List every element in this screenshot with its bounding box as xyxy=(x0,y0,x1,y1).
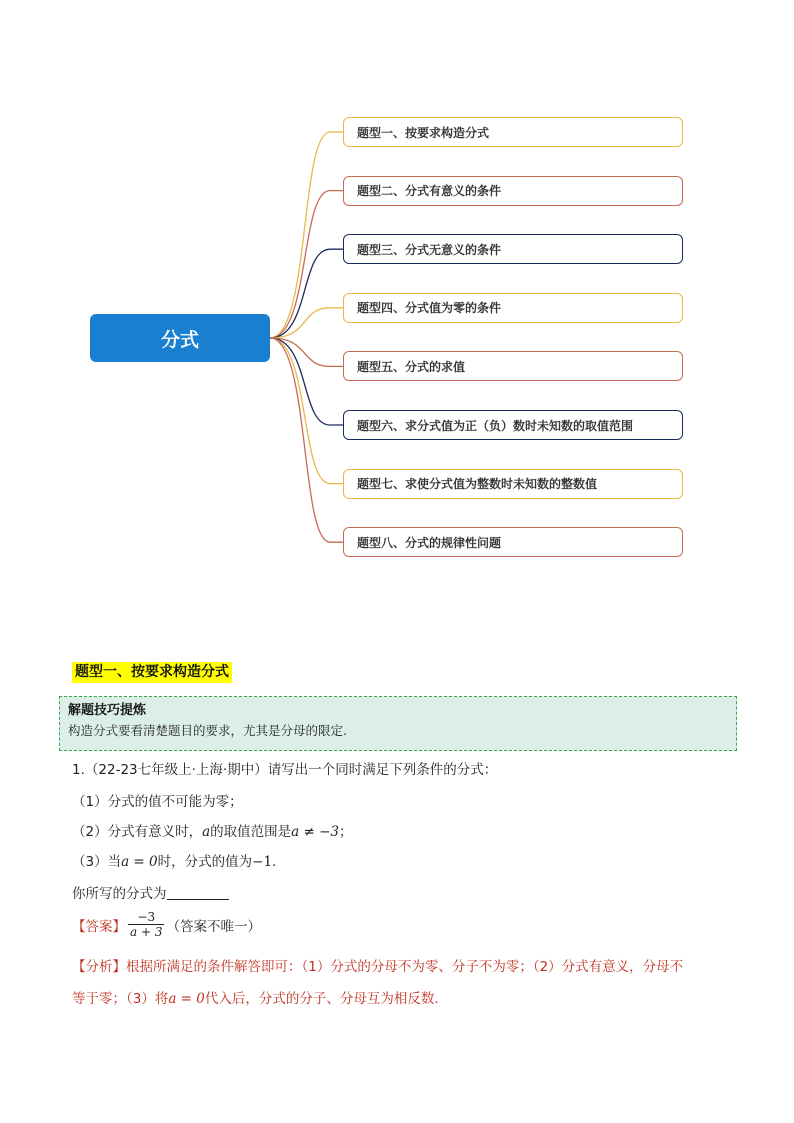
answer-row xyxy=(72,910,261,939)
analysis-line-2: 等于零；（3）将a = 0代入后，分式的分子、分母互为相反数. xyxy=(72,991,439,1007)
mindmap-branch-label: 题型三、分式无意义的条件 xyxy=(357,242,502,257)
question-source: （22-23七年级上·上海·期中）请写出一个同时满足下列条件的分式： xyxy=(84,762,498,778)
tips-box xyxy=(59,696,737,751)
variable-a: a xyxy=(202,824,211,840)
answer-prompt: 你所写的分式为 xyxy=(72,884,229,904)
condition-3-value: −1 xyxy=(252,854,273,870)
analysis-label: 【分析】 xyxy=(72,959,126,975)
question-number: 1 xyxy=(72,762,81,778)
mindmap-connector-1 xyxy=(270,132,343,338)
answer-numerator: −3 xyxy=(137,910,156,924)
mindmap-branch-label: 题型六、求分式值为正（负）数时未知数的取值范围 xyxy=(357,418,634,433)
mindmap-branch-label: 题型八、分式的规律性问题 xyxy=(357,535,502,550)
condition-1: （1）分式的值不可能为零； xyxy=(72,794,243,810)
question-stem: 1.（22-23七年级上·上海·期中）请写出一个同时满足下列条件的分式： xyxy=(72,762,498,778)
condition-2-expr: a ≠ −3 xyxy=(291,824,339,840)
mindmap-branch-label: 题型一、按要求构造分式 xyxy=(357,125,490,140)
mindmap-root xyxy=(90,314,270,362)
mindmap-connector-3 xyxy=(270,249,343,338)
section-title: 题型一、按要求构造分式 xyxy=(72,662,232,683)
condition-3-expr: a = 0 xyxy=(121,854,158,870)
mindmap-connector-6 xyxy=(270,338,343,425)
condition-2: （2）分式有意义时，a的取值范围是a ≠ −3； xyxy=(72,824,353,840)
mindmap-branch-6 xyxy=(343,410,683,440)
answer-fraction xyxy=(128,910,164,939)
mindmap-branch-label: 题型五、分式的求值 xyxy=(357,359,466,374)
answer-label: 【答案】 xyxy=(72,918,126,935)
mindmap-branch-label: 题型二、分式有意义的条件 xyxy=(357,184,502,199)
answer-note: （答案不唯一） xyxy=(166,918,261,935)
mindmap-root-label: 分式 xyxy=(160,328,199,351)
mindmap-branch-label: 题型七、求使分式值为整数时未知数的整数值 xyxy=(357,477,598,492)
condition-3: （3）当a = 0时，分式的值为−1. xyxy=(72,854,277,870)
mindmap-branch-5 xyxy=(343,351,683,381)
tips-title: 解题技巧提炼 xyxy=(68,703,147,718)
tips-text: 构造分式要看清楚题目的要求，尤其是分母的限定. xyxy=(68,723,347,738)
mindmap-branch-7 xyxy=(343,469,683,499)
answer-blank xyxy=(167,885,229,900)
mindmap-branch-1 xyxy=(343,117,683,147)
answer-denominator: a + 3 xyxy=(130,925,163,939)
mindmap-branch-8 xyxy=(343,527,683,557)
analysis-line-1: 【分析】根据所满足的条件解答即可：（1）分式的分母不为零、分子不为零；（2）分式有意义，分母不 xyxy=(72,959,684,975)
mindmap-branch-2 xyxy=(343,176,683,206)
mindmap-branch-3 xyxy=(343,234,683,264)
mindmap-branch-4 xyxy=(343,293,683,323)
mindmap-connector-8 xyxy=(270,338,343,542)
mindmap-branch-label: 题型四、分式值为零的条件 xyxy=(357,301,502,316)
